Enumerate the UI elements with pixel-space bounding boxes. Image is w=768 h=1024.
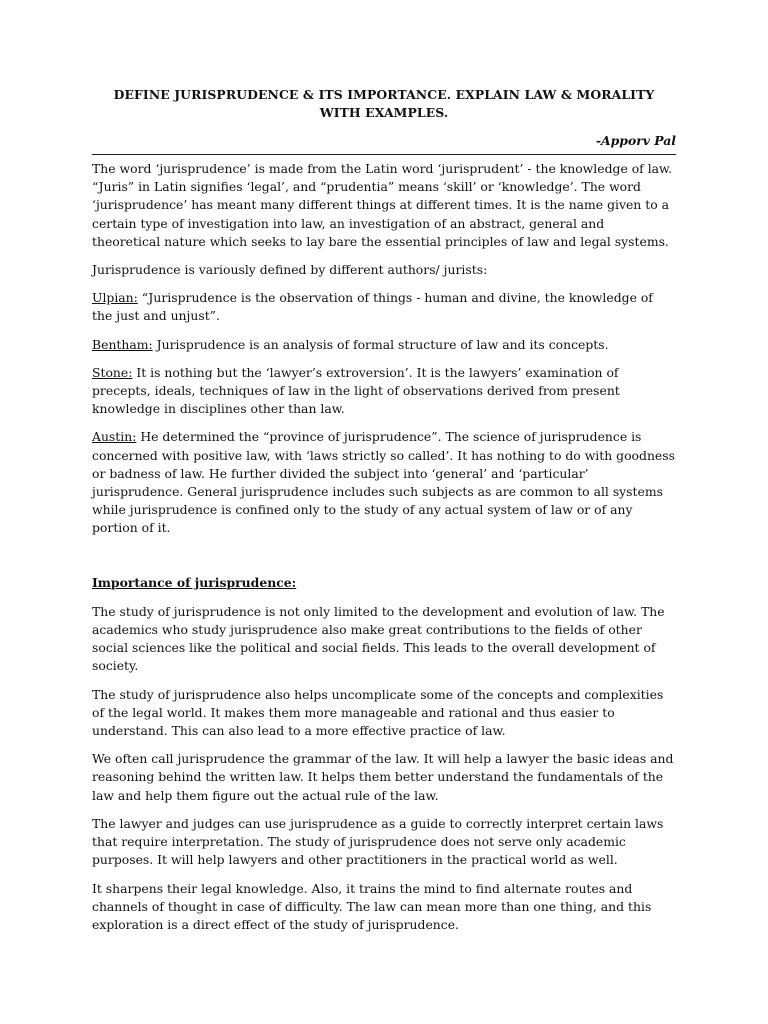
importance-paragraph: The study of jurisprudence also helps uncomplicate some of the concepts and complexities of the legal world. It makes them more manageable and rational and thus easier to understand. This can also lead to a more effective practice of law.	[92, 686, 664, 739]
jurist-name: Austin:	[92, 429, 137, 445]
definition-text: Jurisprudence is an analysis of formal structure of law and its concepts.	[152, 336, 609, 352]
definition-ulpian	[92, 289, 676, 325]
intro-paragraph: The word ‘jurisprudence’ is made from the Latin word ‘jurisprudent’ - the knowledge of law. “Juris” in Latin signifies ‘legal’, and “prudentia” means ‘skill’ or ‘knowledge’. The word ‘jurisprudence’ has meant many different things at different times. It is the name given to a certain type of investigation into law, an investigation of an abstract, general and theoretical nature which seeks to lay bare the essential principles of law and legal systems.	[92, 161, 673, 249]
importance-paragraph: It sharpens their legal knowledge. Also, it trains the mind to find alternate routes and channels of thought in case of difficulty. The law can mean more than one thing, and this exploration is a direct effect of the study of jurisprudence.	[92, 880, 652, 932]
document-page	[92, 86, 676, 934]
author-name: -Apporv Pal	[595, 133, 676, 148]
jurist-name: Bentham:	[92, 336, 153, 352]
jurist-name: Ulpian:	[92, 290, 138, 306]
importance-paragraph: The lawyer and judges can use jurisprudence as a guide to correctly interpret certain laws that require interpretation. The study of jurisprudence does not serve only academic purposes. It will help lawyers and other practitioners in the practical world as well.	[92, 815, 664, 868]
definition-text: It is nothing but the ‘lawyer’s extroversion’. It is the lawyers’ examination of precepts, ideals, techniques of law in the light of observations derived from present knowledge in disciplines other than law.	[92, 364, 620, 417]
definition-bentham	[92, 336, 676, 354]
importance-paragraph: The study of jurisprudence is not only limited to the development and evolution of law. The academics who study jurisprudence also make great contributions to the fields of other social sciences like the political and social fields. This leads to the overall development of society.	[92, 603, 665, 674]
definitions-lead: Jurisprudence is variously defined by different authors/ jurists:	[92, 262, 488, 278]
importance-paragraph: We often call jurisprudence the grammar of the law. It will help a lawyer the basic ideas and reasoning behind the written law. It helps them better understand the fundamentals of the law and help them figure out the actual rule of the law.	[92, 751, 674, 803]
document-title: DEFINE JURISPRUDENCE & ITS IMPORTANCE. EXPLAIN LAW & MORALITY WITH EXAMPLES.	[113, 87, 655, 120]
importance-heading: Importance of jurisprudence:	[92, 574, 297, 590]
definition-text: “Jurisprudence is the observation of things - human and divine, the knowledge of the just and unjust”.	[92, 290, 653, 324]
definition-austin	[92, 428, 676, 537]
jurist-name: Stone:	[92, 364, 133, 380]
definition-text: He determined the “province of jurisprudence”. The science of jurisprudence is concerned with positive law, with ‘laws strictly so called’. It has nothing to do with goodness or badness of law. He further divided the subject into ‘general’ and ‘particular’ jurisprudence. General jurisprudence includes such subjects as are common to all systems while jurisprudence is confined only to the study of any actual system of law or of any portion of it.	[92, 429, 675, 536]
title-divider	[92, 154, 676, 155]
definition-stone	[92, 364, 676, 419]
